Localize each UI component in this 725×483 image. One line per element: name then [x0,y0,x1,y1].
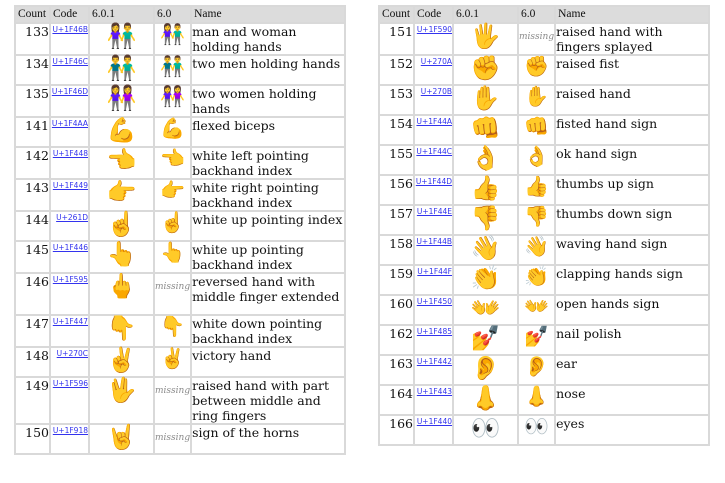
column-header-count: Count [379,6,414,23]
emoji-name-cell: white left pointing backhand index [191,147,345,179]
code-cell [414,235,453,265]
code-link[interactable]: U+1F595 [52,275,88,284]
emoji-601-glyph-icon: ☝ [106,210,137,238]
emoji-60-cell [154,273,191,315]
count-cell: 155 [379,145,414,175]
table-row [379,385,709,415]
code-cell [50,147,89,179]
code-cell [50,55,89,85]
emoji-601-cell [453,325,518,355]
emoji-60-glyph-icon: 👊 [524,114,549,138]
emoji-601-glyph-icon: 👀 [470,414,501,442]
code-link[interactable]: U+1F44F [417,267,452,276]
emoji-601-cell [453,175,518,205]
table-row [379,265,709,295]
table-row [15,315,345,347]
emoji-601-cell [89,85,154,117]
emoji-name-cell: fisted hand sign [555,115,709,145]
code-link[interactable]: U+1F44A [416,117,452,126]
count-cell: 147 [15,315,50,347]
emoji-name-cell: two women holding hands [191,85,345,117]
emoji-60-glyph-icon: ✋ [524,84,549,108]
emoji-60-cell [518,175,555,205]
emoji-name-cell: two men holding hands [191,55,345,85]
emoji-60-glyph-icon: 👆 [160,240,185,264]
code-cell [414,55,453,85]
table-row [15,23,345,55]
missing-label: missing [155,433,191,443]
code-link[interactable]: U+1F44D [415,177,452,186]
table-row [379,205,709,235]
emoji-60-glyph-icon: 👇 [160,314,185,338]
table-row [379,325,709,355]
emoji-601-glyph-icon: 👉 [106,178,137,206]
emoji-601-glyph-icon: 👭 [106,84,137,112]
emoji-601-glyph-icon: 👋 [470,234,501,262]
emoji-601-glyph-icon: 👎 [470,204,501,232]
emoji-60-cell [154,179,191,211]
emoji-60-cell [518,295,555,325]
emoji-name-cell: nose [555,385,709,415]
code-cell [50,179,89,211]
emoji-601-glyph-icon: 👫 [106,22,137,50]
code-cell [50,211,89,241]
emoji-60-cell [518,145,555,175]
emoji-name-cell: ear [555,355,709,385]
emoji-60-cell [154,55,191,85]
emoji-60-cell [518,265,555,295]
count-cell: 164 [379,385,414,415]
code-cell [414,115,453,145]
emoji-601-glyph-icon: ✊ [470,54,501,82]
emoji-name-cell: ok hand sign [555,145,709,175]
emoji-601-glyph-icon: 👐 [470,294,501,322]
emoji-60-glyph-icon: 💅 [524,324,549,348]
emoji-name-cell: reversed hand with middle finger extended [191,273,345,315]
count-cell: 145 [15,241,50,273]
table-header-row [379,6,709,23]
emoji-name-cell: flexed biceps [191,117,345,147]
count-cell: 158 [379,235,414,265]
code-cell [50,315,89,347]
emoji-60-glyph-icon: 👫 [160,22,185,46]
table-row [379,235,709,265]
emoji-table-left [14,5,346,455]
emoji-name-cell: white down pointing backhand index [191,315,345,347]
table-row [379,175,709,205]
emoji-60-cell [154,211,191,241]
code-cell [414,385,453,415]
emoji-601-cell [453,355,518,385]
code-cell [50,377,89,424]
emoji-601-cell [89,377,154,424]
table-row [15,147,345,179]
code-link[interactable]: U+1F442 [416,357,452,366]
emoji-601-glyph-icon: 👆 [106,240,137,268]
table-row [379,85,709,115]
emoji-name-cell: white up pointing backhand index [191,241,345,273]
code-cell [50,241,89,273]
count-cell: 149 [15,377,50,424]
emoji-601-cell [89,424,154,454]
emoji-60-cell [154,424,191,454]
missing-label: missing [519,32,555,42]
emoji-601-cell [453,265,518,295]
code-link[interactable]: U+1F44E [416,207,452,216]
emoji-601-glyph-icon: 🖕 [106,272,137,300]
code-cell [414,265,453,295]
emoji-601-glyph-icon: 👇 [106,314,137,342]
emoji-601-glyph-icon: 👏 [470,264,501,292]
emoji-601-glyph-icon: ✌ [106,346,137,374]
emoji-60-glyph-icon: 👭 [160,84,185,108]
emoji-60-cell [154,23,191,55]
emoji-601-cell [453,295,518,325]
emoji-60-cell [154,347,191,377]
count-cell: 135 [15,85,50,117]
code-cell [414,85,453,115]
missing-label: missing [155,282,191,292]
emoji-name-cell: white right pointing backhand index [191,179,345,211]
emoji-60-glyph-icon: ✊ [524,54,549,78]
emoji-name-cell: thumbs down sign [555,205,709,235]
emoji-601-cell [453,385,518,415]
table-row [15,377,345,424]
code-link[interactable]: U+261D [56,213,88,222]
emoji-601-glyph-icon: 👍 [470,174,501,202]
emoji-name-cell: victory hand [191,347,345,377]
emoji-60-cell [518,23,555,55]
emoji-601-glyph-icon: 👃 [470,384,501,412]
emoji-60-cell [154,147,191,179]
count-cell: 156 [379,175,414,205]
emoji-601-glyph-icon: 👊 [470,114,501,142]
code-link[interactable]: U+1F596 [52,379,88,388]
code-link[interactable]: U+1F443 [416,387,452,396]
count-cell: 141 [15,117,50,147]
emoji-60-glyph-icon: 💪 [160,116,185,140]
emoji-name-cell: raised fist [555,55,709,85]
emoji-name-cell: raised hand [555,85,709,115]
count-cell: 160 [379,295,414,325]
emoji-60-glyph-icon: ☝ [160,210,185,234]
column-header-name: Name [191,6,345,23]
missing-label: missing [155,386,191,396]
code-link[interactable]: U+1F590 [416,25,452,34]
emoji-601-glyph-icon: 💪 [106,116,137,144]
count-cell: 152 [379,55,414,85]
emoji-60-cell [518,415,555,445]
emoji-601-cell [453,55,518,85]
emoji-60-glyph-icon: 👀 [524,414,549,438]
emoji-60-glyph-icon: 👌 [524,144,549,168]
column-header-version-60: 6.0 [154,6,191,23]
table-row [15,179,345,211]
emoji-601-glyph-icon: 🤘 [106,423,137,451]
emoji-601-glyph-icon: ✋ [470,84,501,112]
emoji-601-cell [89,315,154,347]
count-cell: 143 [15,179,50,211]
count-cell: 154 [379,115,414,145]
emoji-601-cell [453,23,518,55]
code-cell [414,325,453,355]
emoji-601-cell [89,55,154,85]
emoji-60-cell [154,117,191,147]
emoji-60-glyph-icon: 👋 [524,234,549,258]
count-cell: 144 [15,211,50,241]
emoji-601-glyph-icon: 🖖 [106,376,137,404]
emoji-601-cell [453,235,518,265]
emoji-table-right [378,5,710,446]
emoji-name-cell: sign of the horns [191,424,345,454]
emoji-60-glyph-icon: 👬 [160,54,185,78]
emoji-60-cell [518,205,555,235]
emoji-name-cell: man and woman holding hands [191,23,345,55]
emoji-name-cell: open hands sign [555,295,709,325]
code-link[interactable]: U+1F446 [52,243,88,252]
table-row [15,55,345,85]
count-cell: 153 [379,85,414,115]
emoji-60-glyph-icon: ✌ [160,346,185,370]
code-cell [50,85,89,117]
emoji-601-cell [89,273,154,315]
count-cell: 157 [379,205,414,235]
emoji-60-cell [154,377,191,424]
code-link[interactable]: U+1F440 [416,417,452,426]
table-row [379,145,709,175]
table-row [379,415,709,445]
table-row [379,355,709,385]
emoji-601-cell [89,23,154,55]
code-cell [50,424,89,454]
emoji-601-glyph-icon: 👬 [106,54,137,82]
count-cell: 159 [379,265,414,295]
emoji-60-glyph-icon: 👍 [524,174,549,198]
code-link[interactable]: U+1F448 [52,149,88,158]
count-cell: 163 [379,355,414,385]
count-cell: 150 [15,424,50,454]
emoji-60-cell [518,385,555,415]
emoji-601-cell [453,85,518,115]
emoji-601-cell [89,241,154,273]
emoji-60-glyph-icon: 👂 [524,354,549,378]
table-row [15,211,345,241]
code-cell [414,415,453,445]
code-link[interactable]: U+1F450 [416,297,452,306]
emoji-60-glyph-icon: 👈 [160,146,185,170]
column-header-code: Code [50,6,89,23]
emoji-60-cell [154,85,191,117]
emoji-601-glyph-icon: 👂 [470,354,501,382]
emoji-601-glyph-icon: 👈 [106,146,137,174]
code-cell [414,205,453,235]
code-link[interactable]: U+270B [420,87,452,96]
code-cell [414,355,453,385]
emoji-60-cell [518,115,555,145]
emoji-601-glyph-icon: 💅 [470,324,501,352]
emoji-60-cell [518,85,555,115]
table-row [15,347,345,377]
emoji-601-cell [89,211,154,241]
code-cell [414,145,453,175]
emoji-60-cell [154,315,191,347]
emoji-name-cell: waving hand sign [555,235,709,265]
table-row [15,85,345,117]
code-link[interactable]: U+1F485 [416,327,452,336]
emoji-60-cell [518,235,555,265]
count-cell: 146 [15,273,50,315]
code-link[interactable]: U+1F4AA [51,119,88,128]
emoji-name-cell: raised hand with fingers splayed [555,23,709,55]
code-link[interactable]: U+270C [56,349,88,358]
emoji-name-cell: white up pointing index [191,211,345,241]
count-cell: 162 [379,325,414,355]
emoji-60-glyph-icon: 👃 [524,384,549,408]
code-link[interactable]: U+1F44C [416,147,452,156]
emoji-name-cell: nail polish [555,325,709,355]
emoji-name-cell: eyes [555,415,709,445]
code-cell [50,117,89,147]
emoji-601-cell [453,205,518,235]
emoji-601-cell [89,117,154,147]
emoji-601-cell [89,179,154,211]
table-row [15,117,345,147]
emoji-60-cell [518,55,555,85]
table-row [379,115,709,145]
code-cell [414,175,453,205]
code-cell [414,295,453,325]
emoji-60-cell [518,355,555,385]
code-link[interactable]: U+1F46D [51,87,88,96]
count-cell: 166 [379,415,414,445]
emoji-60-glyph-icon: 👎 [524,204,549,228]
code-cell [50,273,89,315]
emoji-name-cell: thumbs up sign [555,175,709,205]
count-cell: 151 [379,23,414,55]
code-link[interactable]: U+1F447 [52,317,88,326]
emoji-601-cell [453,145,518,175]
column-header-version-60: 6.0 [518,6,555,23]
emoji-60-cell [154,241,191,273]
column-header-count: Count [15,6,50,23]
code-cell [50,23,89,55]
table-row [379,295,709,325]
code-link[interactable]: U+270A [420,57,452,66]
emoji-601-glyph-icon: 👌 [470,144,501,172]
emoji-601-cell [453,415,518,445]
emoji-601-cell [89,347,154,377]
code-cell [414,23,453,55]
count-cell: 142 [15,147,50,179]
count-cell: 148 [15,347,50,377]
table-row [15,273,345,315]
count-cell: 133 [15,23,50,55]
emoji-name-cell: clapping hands sign [555,265,709,295]
code-link[interactable]: U+1F46B [52,25,88,34]
emoji-601-cell [453,115,518,145]
column-header-name: Name [555,6,709,23]
column-header-version-601: 6.0.1 [453,6,518,23]
code-link[interactable]: U+1F46C [52,57,88,66]
table-row [379,55,709,85]
table-row [15,241,345,273]
table-header-row [15,6,345,23]
code-link[interactable]: U+1F449 [52,181,88,190]
column-header-version-601: 6.0.1 [89,6,154,23]
emoji-60-glyph-icon: 👐 [524,294,549,318]
code-link[interactable]: U+1F44B [416,237,452,246]
emoji-name-cell: raised hand with part between middle and ring fingers [191,377,345,424]
code-link[interactable]: U+1F918 [52,426,88,435]
table-row [15,424,345,454]
column-header-code: Code [414,6,453,23]
emoji-60-glyph-icon: 👉 [160,178,185,202]
table-row [379,23,709,55]
code-cell [50,347,89,377]
emoji-601-glyph-icon: 🖐 [470,22,501,50]
emoji-601-cell [89,147,154,179]
count-cell: 134 [15,55,50,85]
emoji-60-cell [518,325,555,355]
emoji-60-glyph-icon: 👏 [524,264,549,288]
